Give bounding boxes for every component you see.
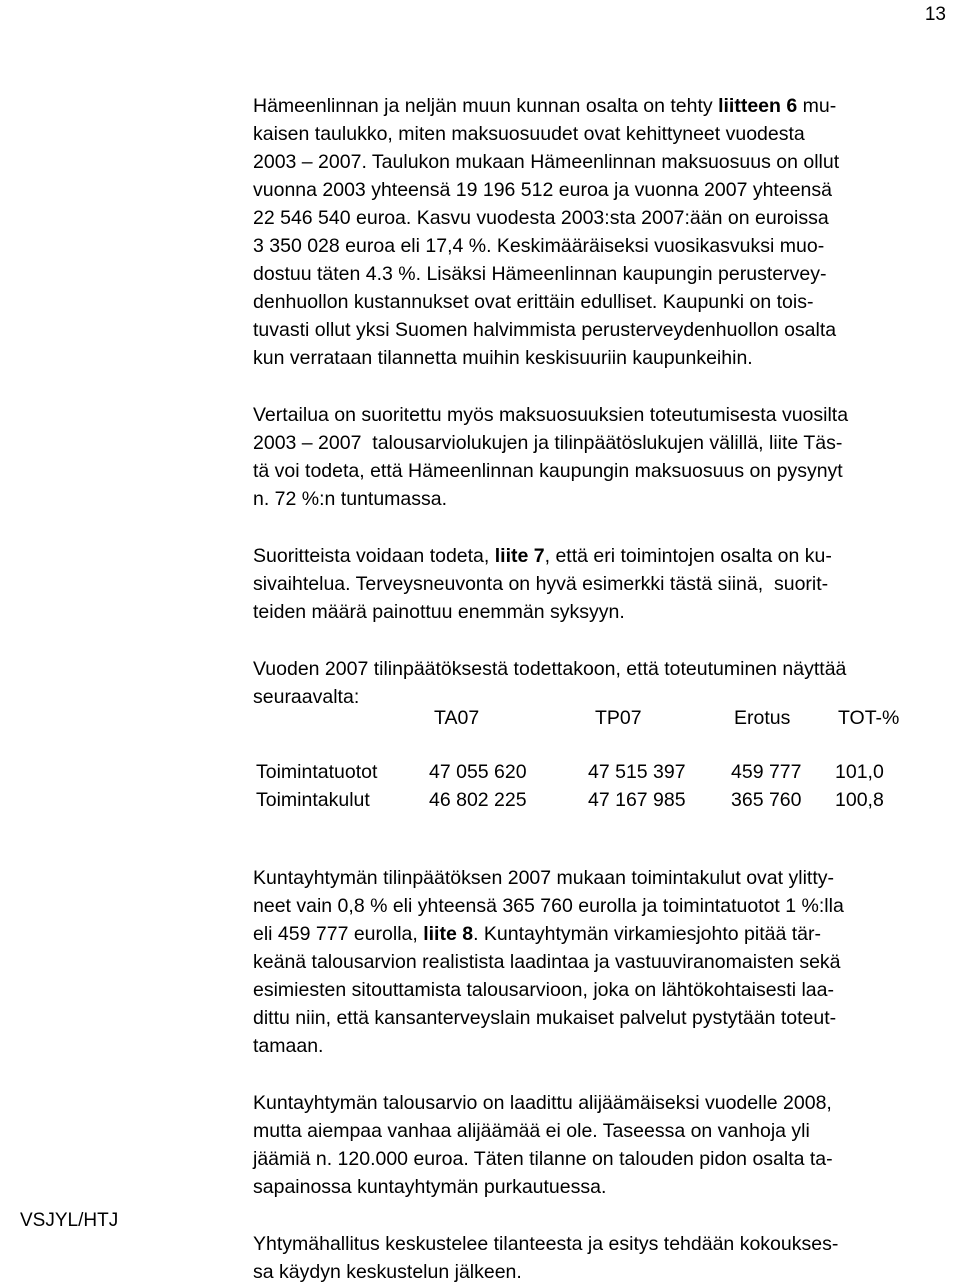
cell-ta07: 47 055 620 bbox=[429, 761, 527, 783]
text-line: Hämeenlinnan ja neljän muun kunnan osalta on tehty liitteen 6 mu- bbox=[253, 95, 837, 117]
document-body-top bbox=[253, 92, 956, 711]
text-line: sapainossa kuntayhtymän purkautuessa. bbox=[253, 1176, 607, 1198]
text-line: Yhtymähallitus keskustelee tilanteesta ja esitys tehdään kokoukses- bbox=[253, 1233, 839, 1255]
budget-table bbox=[253, 704, 900, 814]
row-label: Toimintatuotot bbox=[256, 761, 378, 783]
paragraph bbox=[253, 92, 956, 372]
table-row bbox=[253, 786, 884, 814]
text-line: 2003 – 2007. Taulukon mukaan Hämeenlinnan maksuosuus on ollut bbox=[253, 151, 840, 173]
header-tp07: TP07 bbox=[595, 707, 642, 729]
text-line: n. 72 %:n tuntumassa. bbox=[253, 488, 448, 510]
paragraph bbox=[253, 401, 956, 513]
text-line: keänä talousarvion realistista laadintaa ja vastuuviranomaisten sekä bbox=[253, 951, 841, 973]
cell-tp07: 47 515 397 bbox=[588, 761, 686, 783]
text-line: Suoritteista voidaan todeta, liite 7, että eri toimintojen osalta on ku- bbox=[253, 545, 832, 567]
cell-tot: 100,8 bbox=[835, 789, 884, 811]
paragraph bbox=[253, 1230, 956, 1286]
text-line: 2003 – 2007 talousarviolukujen ja tilinpäätöslukujen välillä, liite Täs- bbox=[253, 432, 843, 454]
header-ta07: TA07 bbox=[434, 707, 480, 729]
footer-code: VSJYL/HTJ bbox=[20, 1210, 119, 1231]
text-line: denhuollon kustannukset ovat erittäin edulliset. Kaupunki on tois- bbox=[253, 291, 814, 313]
document-body-bottom bbox=[253, 864, 956, 1286]
cell-erotus: 365 760 bbox=[731, 789, 802, 811]
paragraph bbox=[253, 1089, 956, 1201]
table-row bbox=[253, 758, 884, 786]
cell-tot: 101,0 bbox=[835, 761, 884, 783]
text-line: kun verrataan tilannetta muihin keskisuuriin kaupunkeihin. bbox=[253, 347, 753, 369]
text-line: teiden määrä painottuu enemmän syksyyn. bbox=[253, 601, 625, 623]
paragraph bbox=[253, 655, 956, 711]
text-line: sa käydyn keskustelun jälkeen. bbox=[253, 1261, 522, 1283]
text-line: dittu niin, että kansanterveyslain mukaiset palvelut pystytään toteut- bbox=[253, 1007, 837, 1029]
text-line: esimiesten sitouttamista talousarvioon, joka on lähtökohtaisesti laa- bbox=[253, 979, 834, 1001]
cell-tp07: 47 167 985 bbox=[588, 789, 686, 811]
text-line: tuvasti ollut yksi Suomen halvimmista perusterveydenhuollon osalta bbox=[253, 319, 837, 341]
text-line: sivaihtelua. Terveysneuvonta on hyvä esimerkki tästä siinä, suorit- bbox=[253, 573, 829, 595]
paragraph bbox=[253, 542, 956, 626]
paragraph bbox=[253, 864, 956, 1060]
row-label: Toimintakulut bbox=[256, 789, 370, 811]
text-line: Kuntayhtymän tilinpäätöksen 2007 mukaan toimintakulut ovat ylitty- bbox=[253, 867, 834, 889]
text-line: Vuoden 2007 tilinpäätöksestä todettakoon, että toteutuminen näyttää bbox=[253, 658, 847, 680]
appendix-reference: liite 7 bbox=[494, 545, 545, 567]
header-erotus: Erotus bbox=[734, 707, 791, 729]
cell-erotus: 459 777 bbox=[731, 761, 802, 783]
text-line: seuraavalta: bbox=[253, 686, 360, 708]
appendix-reference: liitteen 6 bbox=[718, 95, 798, 117]
text-line: tamaan. bbox=[253, 1035, 324, 1057]
table-header-row bbox=[253, 704, 900, 732]
text-line: 22 546 540 euroa. Kasvu vuodesta 2003:sta 2007:ään on euroissa bbox=[253, 207, 829, 229]
text-line: Kuntayhtymän talousarvio on laadittu alijäämäiseksi vuodelle 2008, bbox=[253, 1092, 832, 1114]
text-line: neet vain 0,8 % eli yhteensä 365 760 eurolla ja toimintatuotot 1 %:lla bbox=[253, 895, 844, 917]
text-line: tä voi todeta, että Hämeenlinnan kaupungin maksuosuus on pysynyt bbox=[253, 460, 843, 482]
text-line: 3 350 028 euroa eli 17,4 %. Keskimääräiseksi vuosikasvuksi muo- bbox=[253, 235, 825, 257]
text-line: Vertailua on suoritettu myös maksuosuuksien toteutumisesta vuosilta bbox=[253, 404, 849, 426]
header-tot: TOT-% bbox=[838, 707, 900, 729]
text-line: jäämiä n. 120.000 euroa. Täten tilanne on talouden pidon osalta ta- bbox=[253, 1148, 833, 1170]
text-line: eli 459 777 eurolla, liite 8. Kuntayhtymän virkamiesjohto pitää tär- bbox=[253, 923, 821, 945]
text-line: kaisen taulukko, miten maksuosuudet ovat kehittyneet vuodesta bbox=[253, 123, 805, 145]
page-number: 13 bbox=[924, 4, 946, 25]
text-line: vuonna 2003 yhteensä 19 196 512 euroa ja vuonna 2007 yhteensä bbox=[253, 179, 832, 201]
appendix-reference: liite 8 bbox=[423, 923, 474, 945]
cell-ta07: 46 802 225 bbox=[429, 789, 527, 811]
text-line: dostuu täten 4.3 %. Lisäksi Hämeenlinnan kaupungin perustervey- bbox=[253, 263, 827, 285]
text-line: mutta aiempaa vanhaa alijäämää ei ole. Taseessa on vanhoja yli bbox=[253, 1120, 810, 1142]
